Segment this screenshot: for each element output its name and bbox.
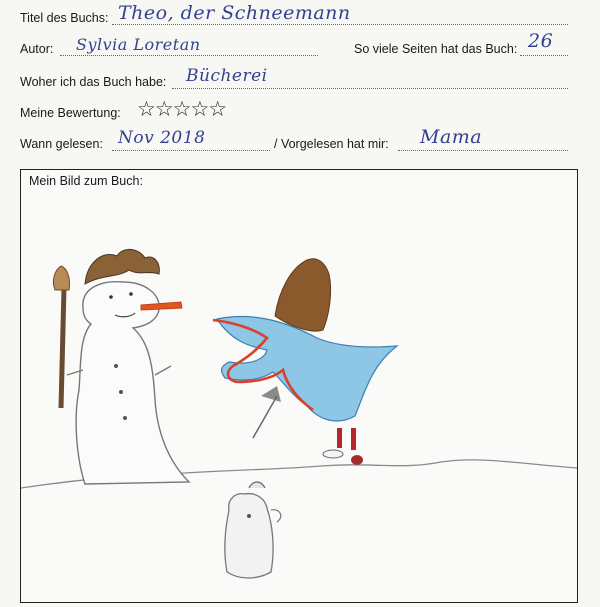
title-label: Titel des Buchs: [20, 11, 109, 25]
drawing-box-title: Mein Bild zum Buch: [29, 174, 143, 188]
readto-label: / Vorgelesen hat mir: [274, 137, 389, 151]
author-value[interactable]: Sylvia Loretan [76, 35, 201, 54]
pages-dotted-line [520, 55, 568, 56]
title-row [0, 2, 600, 28]
child-drawing [21, 170, 577, 602]
title-dotted-line [112, 24, 568, 25]
snowman-drawing [67, 249, 189, 484]
rating-row [0, 97, 600, 123]
author-row [0, 30, 600, 61]
title-value[interactable]: Theo, der Schneemann [118, 2, 351, 24]
author-dotted-line [60, 55, 318, 56]
read-row [0, 126, 600, 155]
broom-drawing [53, 266, 69, 408]
read-value[interactable]: Nov 2018 [118, 128, 206, 148]
read-label: Wann gelesen: [20, 137, 103, 151]
source-dotted-line [172, 88, 568, 89]
pages-value[interactable]: 26 [528, 30, 554, 52]
bird-drawing [213, 259, 397, 465]
pages-label: So viele Seiten hat das Buch: [354, 42, 518, 56]
source-label: Woher ich das Buch habe: [20, 75, 167, 89]
author-label: Autor: [20, 42, 54, 56]
readto-value[interactable]: Mama [420, 126, 483, 148]
rating-stars[interactable]: ☆☆☆☆☆ [137, 97, 227, 121]
drawing-box [20, 169, 578, 603]
source-value[interactable]: Bücherei [186, 66, 268, 86]
small-animal-drawing [225, 482, 281, 578]
source-row [0, 67, 600, 93]
read-dotted-line [112, 150, 270, 151]
rating-label: Meine Bewertung: [20, 106, 121, 120]
readto-dotted-line [398, 150, 568, 151]
